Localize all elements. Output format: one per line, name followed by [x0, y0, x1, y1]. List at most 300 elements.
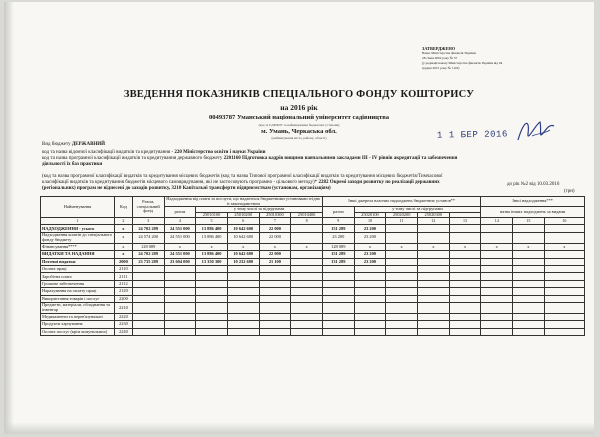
- table-cell: [544, 251, 584, 258]
- table-cell: [544, 313, 584, 320]
- table-cell: [449, 232, 481, 243]
- row-name: Грошове забезпечення: [41, 280, 115, 287]
- table-cell: [291, 321, 323, 328]
- subgroup-code: 25010100: [196, 212, 228, 218]
- table-cell: [417, 232, 449, 243]
- scan-shadow-left: [4, 2, 14, 434]
- table-cell: [481, 280, 513, 287]
- row-code: 2220: [114, 313, 132, 320]
- table-cell: [481, 313, 513, 320]
- table-cell: 24 551 000: [164, 251, 196, 258]
- table-cell: [354, 288, 386, 295]
- table-cell: [196, 280, 228, 287]
- table-cell: [417, 225, 449, 232]
- table-row: [41, 258, 585, 265]
- table-cell: [291, 313, 323, 320]
- column-number: 5: [196, 218, 228, 225]
- receipts-total-header: разом: [164, 207, 196, 218]
- table-cell: [227, 265, 259, 272]
- table-cell: 24 574 200: [132, 232, 164, 243]
- table-cell: [164, 313, 196, 320]
- table-cell: [259, 265, 291, 272]
- table-cell: [322, 273, 354, 280]
- table-cell: [417, 258, 449, 265]
- subgroup-code: 25010400: [291, 212, 323, 218]
- row-name: НАДХОДЖЕННЯ - усього: [41, 225, 115, 232]
- row-code: х: [114, 225, 132, 232]
- table-body: [41, 225, 585, 336]
- table-cell: 151 289: [322, 225, 354, 232]
- local-program-label: класифікації видатків та кредитування бюджетів місцевого самоврядування, які не застосовують програмно - цільового методу)*: [42, 180, 318, 185]
- column-number: 9: [322, 218, 354, 225]
- table-cell: [259, 302, 291, 313]
- table-cell: 10 232 600: [227, 258, 259, 265]
- table-cell: [322, 295, 354, 302]
- own-subgroup-code: 25020200: [386, 212, 418, 218]
- column-number: 7: [259, 218, 291, 225]
- table-cell: [354, 328, 386, 335]
- table-cell: х: [227, 243, 259, 250]
- program-classification-cont: [42, 162, 522, 168]
- col-name-header: Найменування: [41, 197, 115, 218]
- table-cell: [386, 232, 418, 243]
- table-cell: [227, 295, 259, 302]
- table-row: [41, 232, 585, 243]
- table-cell: [354, 295, 386, 302]
- table-cell: [386, 251, 418, 258]
- own-subgroup-code: 25020300: [417, 212, 449, 218]
- table-cell: [386, 273, 418, 280]
- document-year: на 2016 рік: [280, 103, 318, 112]
- table-cell: 21 100: [259, 258, 291, 265]
- local-program-value-cont: (регіональних) програм не віднесені до заходів розвитку, 3210 Капітальні трансферти підприємствам (установам, організаціям): [42, 186, 331, 191]
- table-cell: [227, 280, 259, 287]
- table-cell: [291, 288, 323, 295]
- column-number: 1: [41, 218, 115, 225]
- table-cell: 24 702 289: [132, 225, 164, 232]
- table-cell: 24 551 000: [164, 225, 196, 232]
- table-cell: [227, 302, 259, 313]
- own-sources-group-header: Інші джерела власних надходжень бюджетних установ**: [322, 197, 480, 207]
- table-cell: [322, 280, 354, 287]
- table-cell: 10 642 600: [227, 251, 259, 258]
- table-cell: [196, 273, 228, 280]
- table-cell: 128 089: [322, 243, 354, 250]
- table-cell: [164, 302, 196, 313]
- table-cell: 13 886 400: [196, 251, 228, 258]
- column-number: 11: [386, 218, 418, 225]
- table-cell: [132, 302, 164, 313]
- table-cell: 131 289: [322, 258, 354, 265]
- table-cell: [417, 288, 449, 295]
- table-cell: [544, 295, 584, 302]
- row-name: Продукти харчування: [41, 321, 115, 328]
- table-cell: [386, 295, 418, 302]
- table-cell: [259, 328, 291, 335]
- table-cell: [417, 295, 449, 302]
- table-cell: [417, 280, 449, 287]
- table-cell: [164, 295, 196, 302]
- table-cell: 23 200: [322, 232, 354, 243]
- row-name: Нарахування на оплату праці: [41, 288, 115, 295]
- table-cell: [544, 232, 584, 243]
- table-cell: 23 735 289: [132, 258, 164, 265]
- table-cell: [164, 288, 196, 295]
- table-cell: [227, 288, 259, 295]
- organization-caption: (код за ЄДРПОУ та найменування бюджетної установи): [258, 123, 340, 127]
- budget-type-value: ДЕРЖАВНИЙ: [71, 142, 106, 147]
- table-cell: 22 000: [259, 232, 291, 243]
- row-name: Оплата послуг (крім комунальних): [41, 328, 115, 335]
- table-cell: х: [513, 243, 545, 250]
- document-sheet: [4, 2, 594, 434]
- table-cell: [322, 288, 354, 295]
- table-cell: [386, 288, 418, 295]
- table-cell: [481, 258, 513, 265]
- column-number: 13: [449, 218, 481, 225]
- as-of-date: до рік №2 від 10.03.2016: [507, 182, 560, 187]
- table-row: [41, 225, 585, 232]
- currency-unit: (грн): [564, 189, 575, 194]
- table-cell: 22 000: [259, 225, 291, 232]
- table-cell: [132, 313, 164, 320]
- table-cell: [164, 328, 196, 335]
- row-code: 2240: [114, 328, 132, 335]
- table-cell: [544, 258, 584, 265]
- table-cell: [449, 280, 481, 287]
- table-cell: [544, 328, 584, 335]
- table-cell: [164, 273, 196, 280]
- table-cell: [196, 321, 228, 328]
- table-cell: [417, 251, 449, 258]
- document-title: ЗВЕДЕННЯ ПОКАЗНИКІВ СПЕЦІАЛЬНОГО ФОНДУ КОШТОРИСУ: [123, 89, 475, 100]
- table-cell: [291, 295, 323, 302]
- col-total-header: Разом, спеціальний фонд: [132, 197, 164, 218]
- table-cell: [196, 288, 228, 295]
- row-code: 2200: [114, 295, 132, 302]
- approval-title: ЗАТВЕРДЖЕНО: [422, 46, 456, 51]
- approval-line: 28 січня 2002 року № 57: [422, 56, 458, 60]
- table-cell: [513, 251, 545, 258]
- table-row: [41, 265, 585, 272]
- table-cell: х: [449, 243, 481, 250]
- table-cell: [259, 313, 291, 320]
- table-cell: [259, 273, 291, 280]
- row-name: Заробітна плата: [41, 273, 115, 280]
- table-cell: 128 089: [132, 243, 164, 250]
- table-cell: 24 702 289: [132, 251, 164, 258]
- approval-line: Наказ Міністерства фінансів України: [422, 51, 476, 55]
- table-cell: х: [291, 243, 323, 250]
- table-cell: [291, 232, 323, 243]
- table-cell: [196, 265, 228, 272]
- row-name: Надходження коштів до спеціального фонду бюджету: [41, 232, 115, 243]
- local-program-cont: [42, 186, 522, 192]
- column-number: 6: [227, 218, 259, 225]
- table-cell: [449, 225, 481, 232]
- table-cell: [227, 321, 259, 328]
- table-cell: [513, 265, 545, 272]
- column-number: 10: [354, 218, 386, 225]
- table-cell: [132, 273, 164, 280]
- table-cell: [132, 295, 164, 302]
- table-cell: [386, 258, 418, 265]
- table-cell: [513, 328, 545, 335]
- col-code-header: Код: [114, 197, 132, 218]
- table-cell: 151 289: [322, 251, 354, 258]
- table-cell: [291, 251, 323, 258]
- table-cell: 13 350 300: [196, 258, 228, 265]
- dept-classification-label: код та назва відомчої класифікації видатків та кредитування -: [42, 150, 174, 155]
- table-cell: [513, 295, 545, 302]
- table-cell: [449, 295, 481, 302]
- table-cell: 23 200: [354, 232, 386, 243]
- own-subgroup-header: у тому числі за підгрупами: [354, 207, 481, 213]
- table-cell: [291, 328, 323, 335]
- row-name: Використання товарів і послуг: [41, 295, 115, 302]
- table-row: [41, 302, 585, 313]
- table-cell: [322, 302, 354, 313]
- table-cell: [259, 321, 291, 328]
- row-name: Предмети, матеріали, обладнання та інвентар: [41, 302, 115, 313]
- table-cell: [291, 258, 323, 265]
- column-number: 16: [544, 218, 584, 225]
- table-cell: [322, 313, 354, 320]
- table-cell: [386, 265, 418, 272]
- city-name: м. Умань, Черкаська обл.: [261, 128, 337, 135]
- table-cell: [386, 280, 418, 287]
- table-cell: 23 200: [354, 258, 386, 265]
- table-cell: [449, 313, 481, 320]
- column-number: 3: [132, 218, 164, 225]
- table-cell: [196, 328, 228, 335]
- table-cell: [544, 273, 584, 280]
- subgroup-code: 25010200: [227, 212, 259, 218]
- table-cell: [449, 258, 481, 265]
- table-cell: [196, 295, 228, 302]
- row-code: 2000: [114, 258, 132, 265]
- table-cell: [544, 321, 584, 328]
- row-code: 2230: [114, 321, 132, 328]
- table-cell: [132, 321, 164, 328]
- table-cell: [164, 321, 196, 328]
- table-cell: [544, 302, 584, 313]
- table-cell: [417, 273, 449, 280]
- table-cell: [417, 328, 449, 335]
- table-cell: [259, 280, 291, 287]
- table-cell: [354, 280, 386, 287]
- table-cell: х: [164, 243, 196, 250]
- table-cell: х: [259, 243, 291, 250]
- row-code: х: [114, 232, 132, 243]
- table-cell: [259, 288, 291, 295]
- table-cell: [449, 302, 481, 313]
- approval-line: (у редакції наказу Міністерства фінансів України від 04: [422, 61, 503, 65]
- budget-type-label: Вид бюджету: [42, 142, 71, 147]
- table-cell: [481, 302, 513, 313]
- table-cell: [291, 225, 323, 232]
- table-cell: [513, 313, 545, 320]
- table-cell: [481, 232, 513, 243]
- table-cell: [386, 302, 418, 313]
- table-cell: [386, 328, 418, 335]
- table-cell: [481, 225, 513, 232]
- table-cell: [354, 265, 386, 272]
- row-name: Медикаменти та перев'язувальні: [41, 313, 115, 320]
- table-cell: [544, 225, 584, 232]
- table-cell: 22 000: [259, 251, 291, 258]
- table-cell: [227, 273, 259, 280]
- receipts-subgroup-header: у тому числі за підгрупами: [196, 207, 323, 213]
- table-row: [41, 288, 585, 295]
- table-cell: [227, 313, 259, 320]
- table-cell: [513, 321, 545, 328]
- program-classification-label: код та назва програмної класифікації видатків та кредитування державного бюджету: [42, 156, 223, 161]
- column-number-row: [41, 218, 585, 225]
- table-cell: [227, 328, 259, 335]
- table-cell: [513, 232, 545, 243]
- table-cell: [259, 295, 291, 302]
- table-cell: [481, 328, 513, 335]
- table-cell: [417, 313, 449, 320]
- table-cell: х: [544, 243, 584, 250]
- table-cell: [449, 273, 481, 280]
- table-cell: [513, 280, 545, 287]
- table-cell: [322, 265, 354, 272]
- table-cell: 23 200: [354, 225, 386, 232]
- table-row: [41, 295, 585, 302]
- table-cell: [513, 302, 545, 313]
- table-cell: [354, 273, 386, 280]
- table-cell: [417, 302, 449, 313]
- row-name: ВИДАТКИ ТА НАДАННЯ: [41, 251, 115, 258]
- column-number: 12: [417, 218, 449, 225]
- table-cell: [449, 251, 481, 258]
- table-cell: 10 642 600: [227, 225, 259, 232]
- table-cell: х: [196, 243, 228, 250]
- program-classification-value: 2201160 Підготовка кадрів вищими навчальними закладами III - IV рівнів акредитації та забезпечення: [223, 156, 458, 161]
- budget-table: [40, 196, 585, 336]
- receipts-group-header: Надходження від плати за послуги, що надаються бюджетними установами згідно із законодавством: [164, 197, 322, 207]
- city-caption: (найменування міста, району, області): [271, 136, 327, 140]
- table-cell: [481, 288, 513, 295]
- own-total-header: разом: [322, 207, 354, 218]
- column-number: 15: [513, 218, 545, 225]
- table-cell: [322, 321, 354, 328]
- table-cell: [164, 265, 196, 272]
- table-cell: [291, 302, 323, 313]
- table-cell: 23 200: [354, 251, 386, 258]
- other-receipts-group-header: Інші надходження***: [481, 197, 585, 207]
- table-cell: [291, 273, 323, 280]
- subgroup-code: 25010300: [259, 212, 291, 218]
- dept-classification-value: 220 Міністерство освіти і науки України: [174, 150, 266, 155]
- approval-block: [422, 46, 562, 71]
- table-cell: х: [417, 243, 449, 250]
- table-cell: [354, 321, 386, 328]
- table-cell: [481, 265, 513, 272]
- column-number: 4: [164, 218, 196, 225]
- row-code: 2210: [114, 302, 132, 313]
- table-cell: [449, 328, 481, 335]
- table-cell: [449, 265, 481, 272]
- column-number: 14: [481, 218, 513, 225]
- table-cell: [513, 225, 545, 232]
- row-code: 2112: [114, 280, 132, 287]
- table-cell: 13 886 400: [196, 225, 228, 232]
- program-classification-value-cont: діяльності їх баз практики: [42, 162, 103, 167]
- column-number: 2: [114, 218, 132, 225]
- table-cell: х: [481, 243, 513, 250]
- row-code: х: [114, 251, 132, 258]
- row-code: 2111: [114, 273, 132, 280]
- table-cell: [544, 265, 584, 272]
- local-program-value: 2282 Окремі заходи розвитку по реалізації державних: [318, 180, 440, 185]
- row-name: Оплата праці: [41, 265, 115, 272]
- table-cell: 24 551 000: [164, 232, 196, 243]
- table-cell: 13 886 400: [196, 232, 228, 243]
- table-cell: [291, 265, 323, 272]
- table-row: [41, 251, 585, 258]
- table-cell: 23 604 000: [164, 258, 196, 265]
- scan-shadow-bottom: [4, 422, 594, 434]
- table-cell: [481, 251, 513, 258]
- table-cell: [196, 302, 228, 313]
- table-cell: [386, 225, 418, 232]
- table-cell: [354, 302, 386, 313]
- table-cell: [132, 288, 164, 295]
- table-cell: [449, 321, 481, 328]
- table-row: [41, 243, 585, 250]
- table-cell: [417, 321, 449, 328]
- table-cell: [481, 321, 513, 328]
- table-cell: [386, 313, 418, 320]
- table-cell: [449, 288, 481, 295]
- table-cell: [513, 273, 545, 280]
- other-name-header: назва інших надходжень за видами: [481, 207, 585, 218]
- budget-type-line: [42, 142, 522, 148]
- table-row: [41, 328, 585, 335]
- table-cell: [164, 280, 196, 287]
- approval-line: грудня 2015 року № 1118): [422, 66, 460, 70]
- table-cell: [544, 288, 584, 295]
- table-cell: [322, 328, 354, 335]
- table-cell: х: [386, 243, 418, 250]
- row-code: 2120: [114, 288, 132, 295]
- column-number: 8: [291, 218, 323, 225]
- own-subgroup-code: 25020100: [354, 212, 386, 218]
- table-cell: [354, 313, 386, 320]
- table-cell: [132, 328, 164, 335]
- row-name: Фінансування****: [41, 243, 115, 250]
- table-cell: [132, 280, 164, 287]
- table-cell: [291, 280, 323, 287]
- table-cell: [544, 280, 584, 287]
- table-cell: [386, 321, 418, 328]
- local-budget-caption: (код та назва програмної класифікації видатків та кредитування місцевих бюджетів (код та назва Типової програмної класифікації видатків та кредитування місцевих бюджетів/Тимчасової: [42, 174, 443, 179]
- table-cell: [196, 313, 228, 320]
- table-cell: [417, 265, 449, 272]
- table-row: [41, 313, 585, 320]
- table-cell: х: [354, 243, 386, 250]
- table-row: [41, 321, 585, 328]
- table-cell: [513, 258, 545, 265]
- row-name: Поточні видатки: [41, 258, 115, 265]
- table-cell: [132, 265, 164, 272]
- organization-name: 00493787 Уманський національний університет садівництва: [208, 114, 390, 121]
- table-cell: 10 642 600: [227, 232, 259, 243]
- date-stamp: 1 1 БЕР 2016: [436, 129, 508, 141]
